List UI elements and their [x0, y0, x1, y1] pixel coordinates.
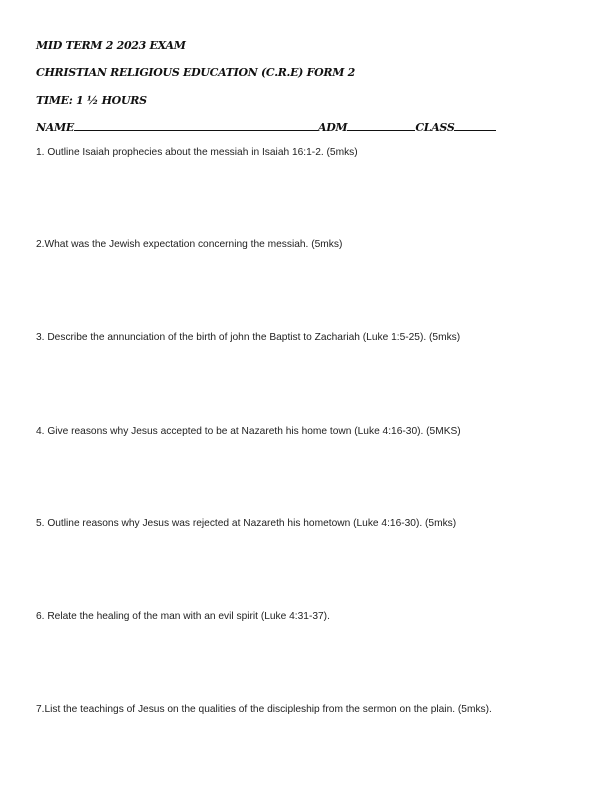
question-5: 5. Outline reasons why Jesus was rejected at Nazareth his hometown (Luke 4:16-30). (5mks) [36, 518, 457, 529]
student-details-line [36, 121, 496, 134]
name-label: NAME [36, 121, 74, 134]
subject-title: CHRISTIAN RELIGIOUS EDUCATION (C.R.E) FORM 2 [36, 66, 356, 79]
adm-blank[interactable] [347, 121, 415, 131]
exam-duration: TIME: 1 ½ HOURS [36, 94, 147, 107]
question-6: 6. Relate the healing of the man with an evil spirit (Luke 4:31-37). [36, 611, 330, 622]
class-blank[interactable] [454, 121, 496, 131]
class-label: CLASS [415, 121, 455, 134]
name-blank[interactable] [74, 121, 318, 131]
question-3: 3. Describe the annunciation of the birth of john the Baptist to Zachariah (Luke 1:5-25). (5mks) [36, 332, 461, 343]
question-4: 4. Give reasons why Jesus accepted to be at Nazareth his home town (Luke 4:16-30). (5MKS) [36, 426, 461, 437]
question-1: 1. Outline Isaiah prophecies about the messiah in Isaiah 16:1-2. (5mks) [36, 147, 358, 158]
exam-title: MID TERM 2 2023 EXAM [36, 39, 186, 52]
adm-label: ADM [317, 121, 348, 134]
question-2: 2.What was the Jewish expectation concerning the messiah. (5mks) [36, 239, 343, 250]
question-7: 7.List the teachings of Jesus on the qualities of the discipleship from the sermon on the plain. (5mks). [36, 704, 492, 715]
